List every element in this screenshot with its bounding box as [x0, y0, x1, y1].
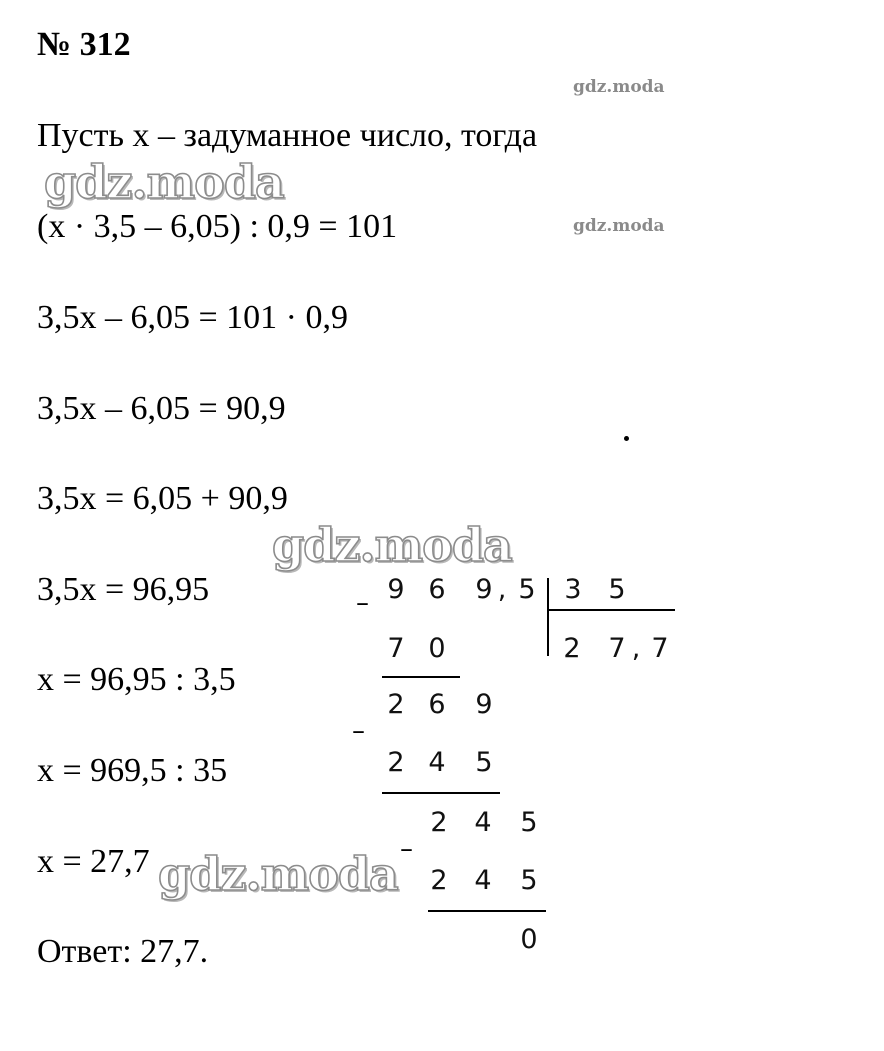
- final-remainder: 0: [520, 924, 538, 955]
- dividend-digit: 9: [387, 574, 405, 605]
- step-underline: [382, 792, 500, 794]
- equation-line: x = 27,7: [37, 843, 150, 880]
- intro-text: Пусть x – задуманное число, тогда: [37, 117, 538, 154]
- quotient-digit: 7: [651, 633, 669, 664]
- problem-number: № 312: [37, 26, 131, 63]
- remainder-digit: 4: [474, 807, 492, 838]
- divisor-digit: 3: [564, 574, 582, 605]
- dividend-digit: 5: [518, 574, 536, 605]
- subtrahend-digit: 4: [474, 865, 492, 896]
- equation-line: 3,5x = 6,05 + 90,9: [37, 480, 288, 517]
- equation-line: x = 969,5 : 35: [37, 752, 228, 789]
- quotient-comma: ,: [631, 633, 641, 664]
- quotient-digit: 7: [608, 633, 626, 664]
- watermark: gdz.moda: [158, 847, 398, 901]
- step-underline: [382, 676, 460, 678]
- stray-dot: [624, 436, 629, 441]
- remainder-digit: 2: [387, 689, 405, 720]
- remainder-digit: 5: [520, 807, 538, 838]
- step-underline: [428, 910, 546, 912]
- subtrahend-digit: 5: [520, 865, 538, 896]
- subtrahend-digit: 7: [387, 633, 405, 664]
- equation-line: (x · 3,5 – 6,05) : 0,9 = 101: [37, 208, 398, 245]
- divisor-digit: 5: [608, 574, 626, 605]
- remainder-digit: 6: [428, 689, 446, 720]
- equation-line: 3,5x – 6,05 = 101 · 0,9: [37, 299, 348, 336]
- division-bar-horizontal: [547, 609, 675, 611]
- subtrahend-digit: 5: [475, 747, 493, 778]
- dividend-comma: ,: [497, 574, 507, 605]
- dividend-digit: 9: [475, 574, 493, 605]
- minus-sign: –: [356, 588, 369, 618]
- subtrahend-digit: 4: [428, 747, 446, 778]
- minus-sign: –: [352, 716, 365, 746]
- dividend-digit: 6: [428, 574, 446, 605]
- watermark: gdz.moda: [573, 77, 665, 97]
- minus-sign: –: [400, 834, 413, 864]
- answer-text: Ответ: 27,7.: [37, 933, 209, 970]
- equation-line: x = 96,95 : 3,5: [37, 661, 236, 698]
- subtrahend-digit: 2: [430, 865, 448, 896]
- quotient-digit: 2: [563, 633, 581, 664]
- remainder-digit: 2: [430, 807, 448, 838]
- equation-line: 3,5x = 96,95: [37, 571, 210, 608]
- watermark: gdz.moda: [44, 155, 284, 209]
- division-bar-vertical: [547, 578, 549, 656]
- subtrahend-digit: 2: [387, 747, 405, 778]
- equation-line: 3,5x – 6,05 = 90,9: [37, 390, 286, 427]
- watermark: gdz.moda: [573, 216, 665, 236]
- watermark: gdz.moda: [272, 518, 512, 572]
- remainder-digit: 9: [475, 689, 493, 720]
- subtrahend-digit: 0: [428, 633, 446, 664]
